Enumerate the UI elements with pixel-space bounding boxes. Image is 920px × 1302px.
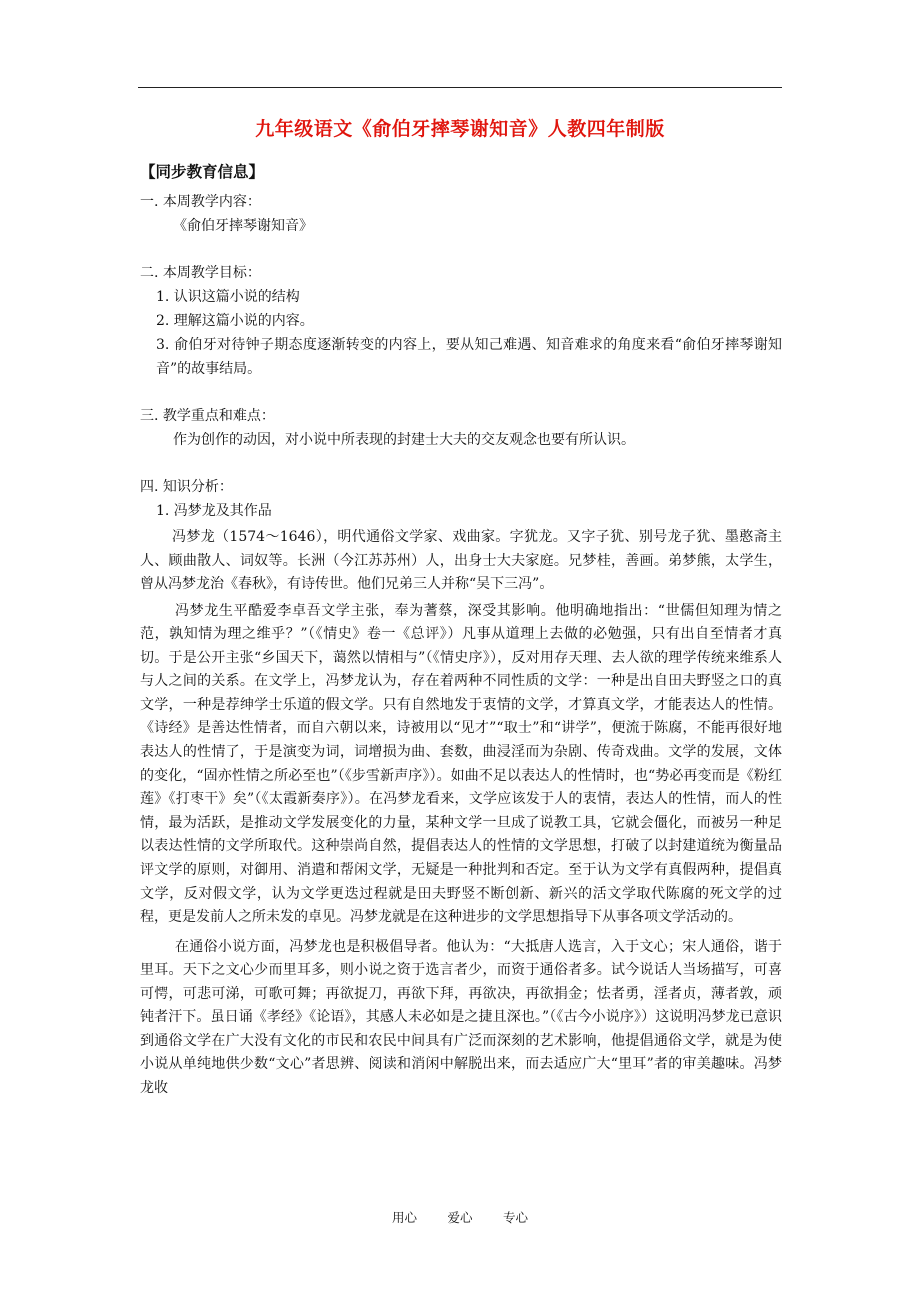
paragraph-literary-thought: 冯梦龙生平酷爱李卓吾文学主张，奉为蓍蔡，深受其影响。他明确地指出：“世儒但知理为情之范，孰知情为理之维乎？”（《情史》卷一《总评》）凡事从道理上去做的必勉强，只有出自至情者才真切。于是公开主张“乡国天下，蔼然以情相与”（《情史序》），反对用存天理、去人欲的理学传统来维系人与人之间的关系。在文学上，冯梦龙认为，存在着两种不同性质的文学：一种是出自田夫野竖之口的真文学，一种是荐绅学士乐道的假文学。只有自然地发于衷情的文学，才算真文学，才能表达人的性情。《诗经》是善达性情者，而自六朝以来，诗被用以“见才”“取士”和“讲学”，便流于陈腐，不能再很好地表达人的性情了，于是演变为词，词增损为曲、套数，曲浸淫而为杂剧、传奇戏曲。文学的发展，文体的变化，“固亦性情之所必至也”（《步雪新声序》）。如曲不足以表达人的性情时，也“势必再变而是《粉红莲》《打枣干》矣”（《太霞新奏序》）。在冯梦龙看来，文学应该发于人的衷情，表达人的性情，而人的性情，最为活跃，是推动文学发展变化的力量，某种文学一旦成了说教工具，它就会僵化，而被另一种足以表达性情的文学所取代。这种崇尚自然，提倡表达人的性情的文学思想，打破了以封建道统为衡量品评文学的原则，对御用、消遣和帮闲文学，无疑是一种批判和否定。至于认为文学有真假两种，提倡真文学，反对假文学，认为文学更迭过程就是田夫野竖不断创新、新兴的活文学取代陈腐的死文学的过程，更是发前人之所未发的卓见。冯梦龙就是在这种进步的文学思想指导下从事各项文学活动的。: [140, 602, 782, 926]
section-header: 【同步教育信息】: [140, 163, 265, 181]
section-3-heading: 三. 教学重点和难点：: [140, 408, 275, 424]
paragraph-biography: 冯梦龙（1574～1646），明代通俗文学家、戏曲家。字犹龙。又字子犹、别号龙子犹、墨憨斋主人、顾曲散人、词奴等。长洲（今江苏苏州）人，出身士大夫家庭。兄梦桂，善画。弟梦熊，太学生，曾从冯梦龙治《春秋》，有诗传世。他们兄弟三人并称“吴下三冯”。: [140, 529, 782, 592]
paragraph-popular-fiction: 在通俗小说方面，冯梦龙也是积极倡导者。他认为：“大抵唐人选言，入于文心；宋人通俗，谐于里耳。天下之文心少而里耳多，则小说之资于选言者少，而资于通俗者多。试今说话人当场描写，可喜可愕，可悲可涕，可歌可舞；再欲捉刀，再欲下拜，再欲决，再欲捐金；怯者勇，淫者贞，薄者敦，顽钝者汗下。虽日诵《孝经》《论语》，其感人未必如是之捷且深也。”（《古今小说序》）这说明冯梦龙已意识到通俗文学在广大没有文化的市民和农民中间具有广泛而深刻的艺术影响，他提倡通俗文学，就是为使小说从单纯地供少数“文心”者思辨、阅读和消闲中解脱出来，而去适应广大“里耳”者的审美趣味。冯梦龙收: [140, 938, 782, 1096]
page-title: 九年级语文《俞伯牙摔琴谢知音》人教四年制版: [255, 118, 665, 140]
section-2-heading: 二. 本周教学目标：: [140, 265, 261, 281]
section-4-subheading: 1. 冯梦龙及其作品: [156, 503, 272, 519]
page-footer: 用心 爱心 专心: [392, 1210, 528, 1225]
objective-item-2: 2. 理解这篇小说的内容。: [156, 313, 314, 329]
section-4-heading: 四. 知识分析：: [140, 479, 233, 495]
section-3-text: 作为创作的动因，对小说中所表现的封建士大夫的交友观念也要有所认识。: [173, 432, 635, 448]
objective-item-3: 3. 俞伯牙对待钟子期态度逐渐转变的内容上，要从知己难遇、知音难求的角度来看“俞伯牙摔琴谢知音”的故事结局。: [156, 337, 782, 377]
header-rule: [138, 87, 782, 88]
document-body: [140, 160, 782, 1100]
objective-item-1: 1. 认识这篇小说的结构: [156, 289, 300, 305]
section-1-item: 《俞伯牙摔琴谢知音》: [173, 218, 313, 234]
section-1-heading: 一. 本周教学内容：: [140, 194, 261, 210]
